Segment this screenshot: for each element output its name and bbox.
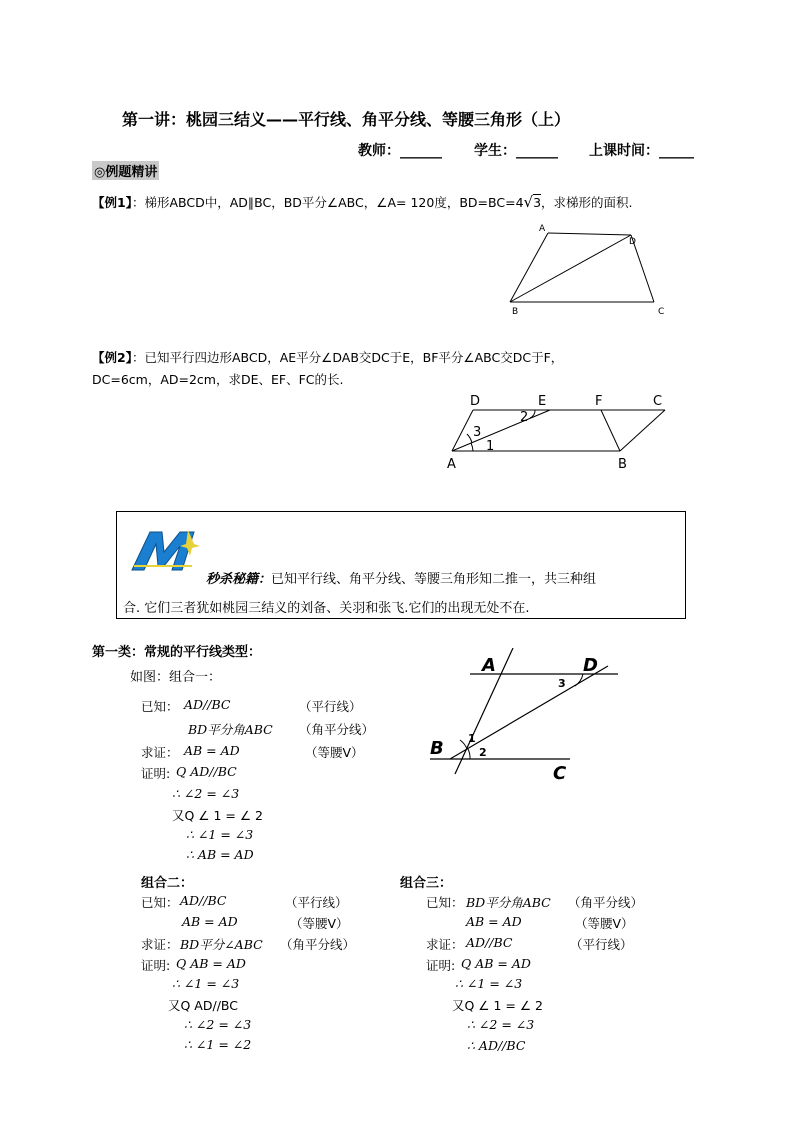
angle-1-label: 1 (486, 439, 495, 454)
example-2-body: ：已知平行四边形ABCD，AE平分∠DAB交DC于E，BF平分∠ABC交DC于F， (131, 350, 564, 365)
angle-3-label: 3 (473, 425, 482, 440)
point-d-label: D (470, 394, 481, 409)
g1-note-3: （等腰V） (305, 745, 364, 760)
g2-proof-4: ∴ ∠2 = ∠3 (184, 1017, 252, 1032)
point-a-label: A (447, 457, 456, 472)
g3-proof-2: ∴ ∠1 = ∠3 (455, 976, 523, 991)
g2-proof-5: ∴ ∠1 = ∠2 (184, 1037, 252, 1052)
point-b-label: B (618, 457, 627, 472)
g3-given-1: BD平分角ABC (466, 895, 551, 910)
g3-proof-4: ∴ ∠2 = ∠3 (467, 1017, 535, 1032)
tip-line-2: 合. 它们三者犹如桃园三结义的刘备、关羽和张飞.它们的出现无处不在. (123, 601, 530, 616)
parallelogram-figure (440, 388, 680, 476)
angle-1-arc (460, 740, 467, 749)
point-c-label: C (553, 763, 567, 784)
angle-1-arc (471, 443, 473, 451)
g1-proof-label: 证明: (141, 766, 171, 781)
category-1-title: 第一类：常规的平行线类型： (92, 645, 262, 660)
point-c-label: C (653, 394, 663, 409)
edge-ad (548, 233, 631, 235)
m-logo-text: M (130, 526, 131, 527)
g2-proof-3: 又Q AD//BC (168, 998, 238, 1013)
g3-proof-3: 又Q ∠ 1 = ∠ 2 (452, 998, 543, 1013)
g2-proof-1: Q AB = AD (176, 956, 246, 971)
g2-given-label: 已知： (141, 895, 179, 910)
g3-proof-5: ∴ AD//BC (467, 1038, 526, 1053)
bisector-bf (601, 410, 620, 451)
g2-given-1: AD//BC (180, 893, 227, 908)
example-1-body: ：梯形ABCD中，AD∥BC，BD平分∠ABC，∠A= 120度，BD=BC= (131, 195, 516, 210)
g2-prove: BD平分∠ABC (180, 937, 263, 952)
bisector-ae (452, 410, 550, 451)
trapezoid-figure (495, 218, 675, 322)
point-c-label: C (658, 307, 665, 317)
g1-proof-4: ∴ ∠1 = ∠3 (186, 827, 254, 842)
example-2-label: 【例2】 (92, 350, 132, 365)
g3-proof-label: 证明: (426, 958, 456, 973)
g2-proof-2: ∴ ∠1 = ∠3 (172, 976, 240, 991)
example-1-radicand: 3 (533, 195, 542, 210)
g2-prove-label: 求证： (141, 937, 179, 952)
g3-note-1: （角平分线） (568, 895, 644, 910)
angle-3-arc (467, 434, 472, 443)
g3-given-label: 已知： (426, 895, 464, 910)
g1-prove: AB = AD (184, 743, 240, 758)
page-title: 第一讲：桃园三结义——平行线、角平分线、等腰三角形（上） (122, 110, 571, 129)
class-time-field: 上课时间：_____ (589, 143, 694, 159)
point-a-label: A (539, 224, 546, 234)
g1-note-1: （平行线） (299, 699, 362, 714)
g2-title: 组合二： (141, 876, 194, 891)
g3-note-3: （平行线） (570, 937, 633, 952)
g3-prove: AD//BC (466, 935, 513, 950)
g2-note-3: （角平分线） (280, 937, 356, 952)
angle-1-label: 1 (468, 732, 476, 745)
g2-proof-label: 证明: (141, 958, 171, 973)
point-e-label: E (538, 394, 547, 409)
g3-proof-1: Q AB = AD (461, 956, 531, 971)
section-heading: ◎例题精讲 (92, 161, 159, 180)
m-logo-icon (130, 526, 202, 576)
point-d-label: D (629, 237, 636, 247)
example-1-label: 【例1】 (92, 195, 132, 210)
tip-text-1: 已知平行线、角平分线、等腰三角形知二推一，共三种组 (271, 572, 597, 587)
example-2-line-1 (92, 348, 563, 366)
g3-title: 组合三： (400, 876, 453, 891)
tip-line-1 (206, 568, 596, 587)
point-d-label: D (583, 655, 598, 676)
edge-ad (452, 410, 473, 451)
g1-proof-5: ∴ AB = AD (186, 847, 254, 862)
g1-proof-1: Q AD//BC (176, 764, 237, 779)
point-b-label: B (512, 307, 519, 317)
bisector-bd (450, 666, 608, 759)
point-a-label: A (482, 655, 496, 676)
example-1-text (92, 193, 633, 211)
student-field: 学生：______ (474, 143, 558, 159)
g1-given-1: AD//BC (184, 697, 231, 712)
angle-2-arc (468, 749, 470, 759)
g1-proof-3: 又Q ∠ 1 = ∠ 2 (172, 808, 263, 823)
g1-proof-2: ∴ ∠2 = ∠3 (172, 786, 240, 801)
point-b-label: B (430, 738, 444, 759)
parallel-lines-figure (425, 648, 625, 786)
point-f-label: F (595, 394, 603, 409)
g1-given-label: 已知： (141, 699, 179, 714)
g2-note-2: （等腰V） (290, 916, 349, 931)
sqrt-icon: √ (523, 193, 534, 211)
g2-note-1: （平行线） (285, 895, 348, 910)
angle-3-label: 3 (558, 677, 566, 690)
figure-intro: 如图：组合一： (130, 670, 222, 685)
g1-given-2: BD平分角ABC (188, 722, 273, 737)
g3-prove-label: 求证： (426, 937, 464, 952)
g2-given-2: AB = AD (182, 914, 238, 929)
g3-given-2: AB = AD (466, 914, 522, 929)
angle-2-label: 2 (479, 746, 487, 759)
example-2-line-2: DC=6cm，AD=2cm，求DE、EF、FC的长. (92, 372, 344, 387)
teacher-field: 教师：______ (358, 143, 442, 159)
g1-note-2: （角平分线） (299, 722, 375, 737)
angle-2-label: 2 (520, 410, 529, 425)
tip-title: 秒杀秘籍： (206, 572, 272, 587)
g1-prove-label: 求证： (141, 745, 179, 760)
example-1-coef: 4 (515, 195, 524, 210)
example-1-tail: ，求梯形的面积. (541, 195, 633, 210)
g3-note-2: （等腰V） (575, 916, 634, 931)
edge-bc (620, 410, 665, 451)
